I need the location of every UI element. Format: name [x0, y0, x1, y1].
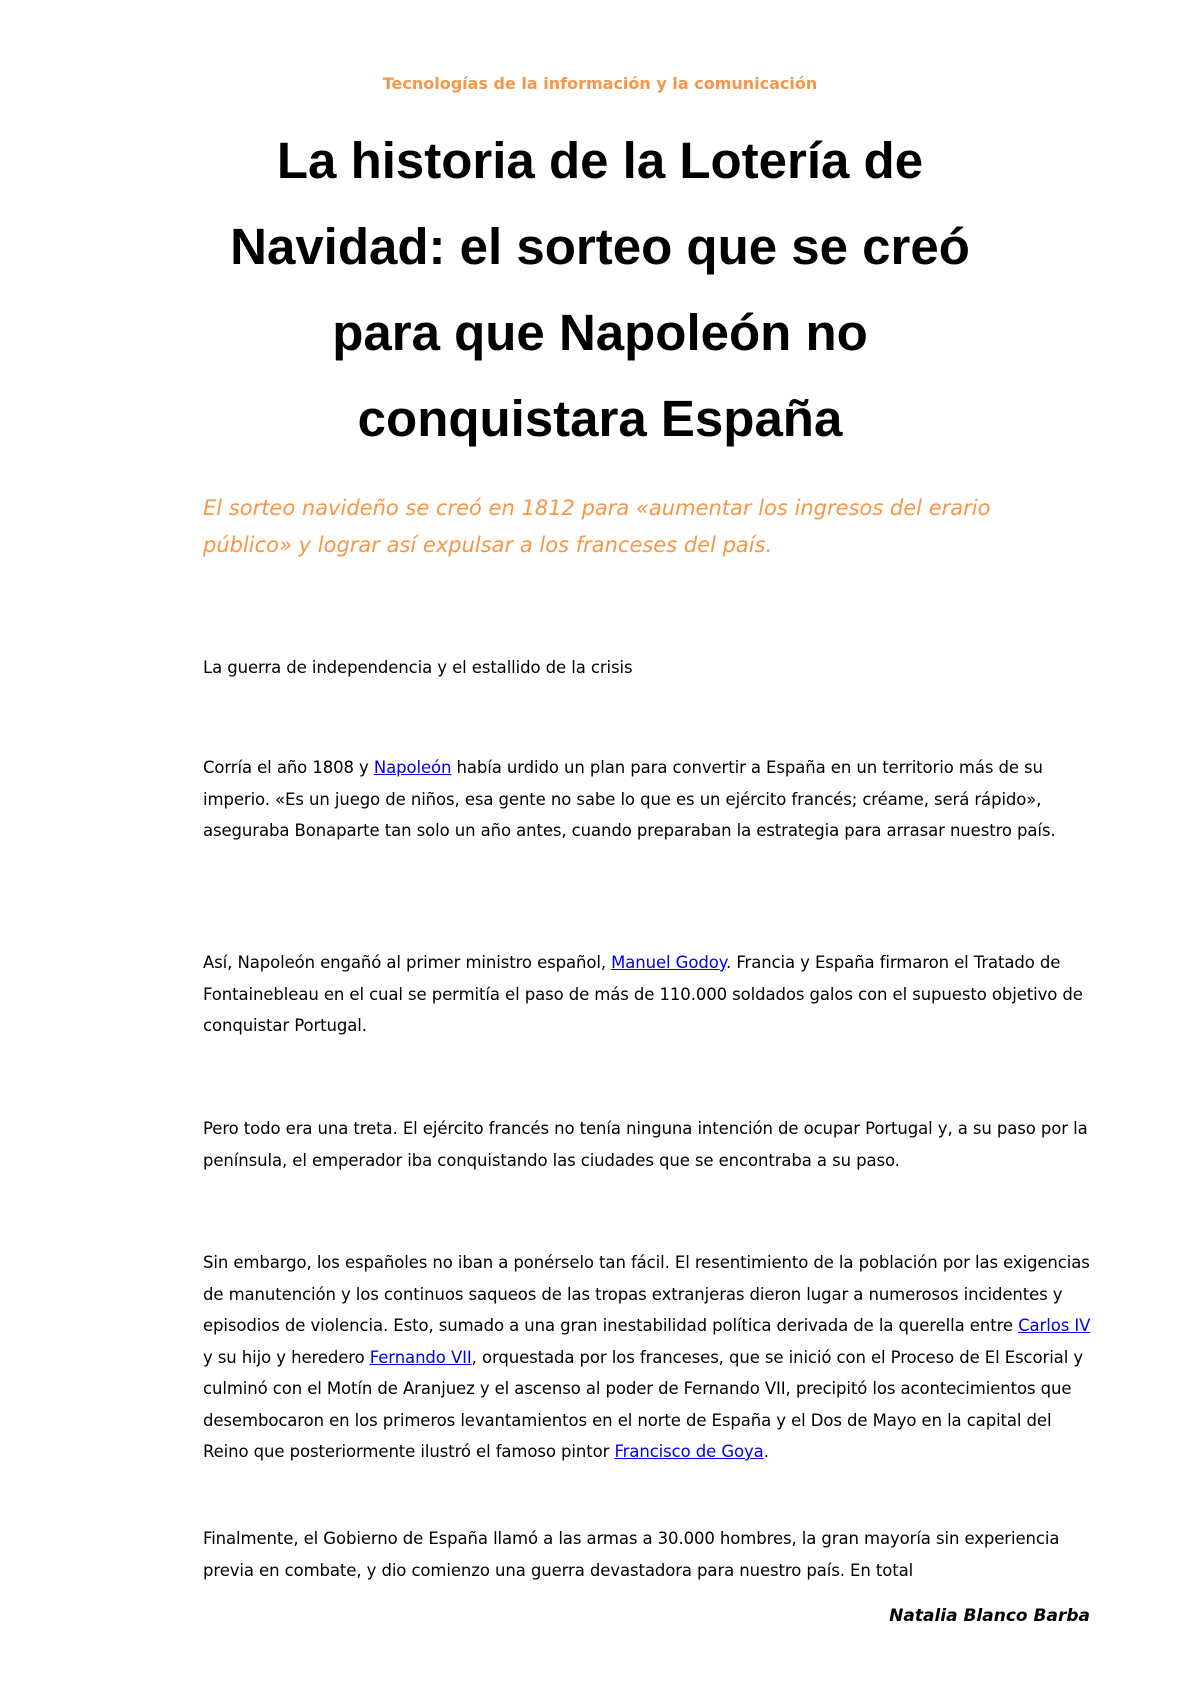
paragraph-4-text-2: y su hijo y heredero [203, 1347, 370, 1367]
paragraph-4-text-3: , orquestada por los franceses, que se inició con el Proceso de El Escorial y culminó con el Motín de Aranjuez y el ascenso al poder de Fernando VII, precipitó los acontecimientos que desembocaron en los primeros levantamientos en el norte de España y el Dos de Mayo en la capital del Reino que posteriormente ilustró el famoso pintor [203, 1347, 1083, 1461]
paragraph-5: Finalmente, el Gobierno de España llamó a las armas a 30.000 hombres, la gran mayoría sin experiencia previa en combate, y dio comienzo una guerra devastadora para nuestro país. En total [203, 1529, 1060, 1580]
article-title: La historia de la Lotería de Navidad: el sorteo que se creó para que Napoleón no conquistara España [230, 132, 970, 447]
paragraph-4-text-1: Sin embargo, los españoles no iban a ponérselo tan fácil. El resentimiento de la población por las exigencias de manutención y los continuos saqueos de las tropas extranjeras dieron lugar a numerosos incidentes y episodios de violencia. Esto, sumado a una gran inestabilidad política derivada de la querella entre [203, 1253, 1090, 1335]
link-manuel-godoy[interactable]: Manuel Godoy [611, 953, 727, 972]
link-fernando-vii[interactable]: Fernando VII [369, 1347, 472, 1367]
paragraph-4-text-4: . [763, 1442, 769, 1461]
page-footer-author: Natalia Blanco Barba [889, 1606, 1090, 1626]
paragraph-1-text-2: había urdido un plan para convertir a España en un territorio más de su imperio. «Es un juego de niños, esa gente no sabe lo que es un ejército francés; créame, será rápido», aseguraba Bonaparte tan solo un año antes, cuando preparaban la estrategia para arrasar nuestro país. [203, 758, 1056, 840]
paragraph-2-text-2: . Francia y España firmaron el Tratado de Fontainebleau en el cual se permitía el paso de más de 110.000 soldados galos con el supuesto objetivo de conquistar Portugal. [203, 953, 1083, 1035]
section-heading: La guerra de independencia y el estallido de la crisis [203, 658, 633, 677]
link-francisco-de-goya[interactable]: Francisco de Goya [614, 1442, 764, 1461]
paragraph-2 [203, 947, 1098, 1042]
paragraph-1-text-1: Corría el año 1808 y [203, 758, 374, 777]
paragraph-2-text-1: Así, Napoleón engañó al primer ministro español, [203, 953, 612, 972]
paragraph-4 [203, 1247, 1098, 1468]
page-header: Tecnologías de la información y la comunicación [382, 74, 818, 93]
link-napoleon[interactable]: Napoleón [373, 758, 452, 777]
article-subtitle: El sorteo navideño se creó en 1812 para «aumentar los ingresos del erario público» y lograr así expulsar a los franceses del país. [203, 496, 991, 557]
paragraph-1 [203, 752, 1098, 847]
link-carlos-iv[interactable]: Carlos IV [1018, 1316, 1091, 1335]
paragraph-3: Pero todo era una treta. El ejército francés no tenía ninguna intención de ocupar Portugal y, a su paso por la península, el emperador iba conquistando las ciudades que se encontraba a su paso. [203, 1119, 1088, 1170]
